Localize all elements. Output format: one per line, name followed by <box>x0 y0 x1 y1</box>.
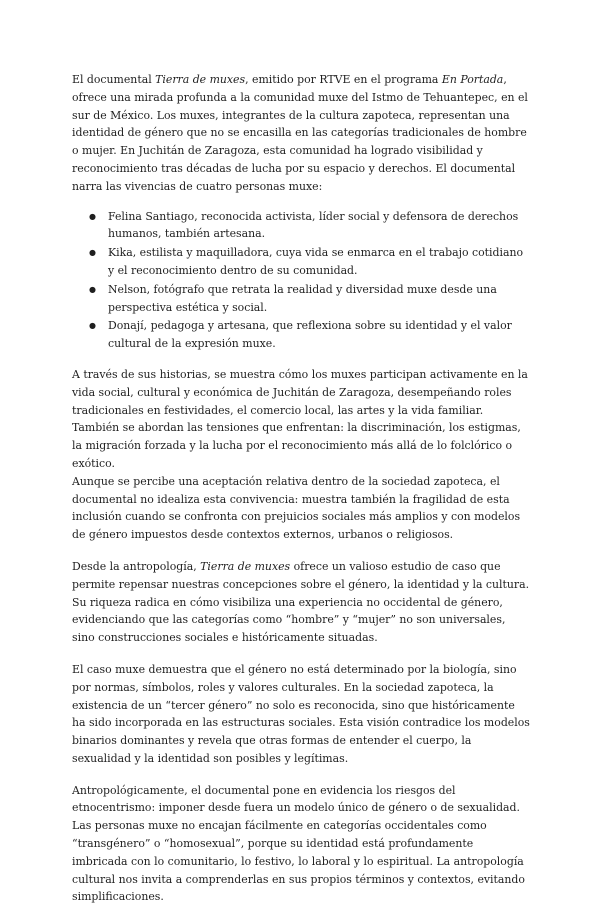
ethnocentrism-paragraph: Antropológicamente, el documental pone en evidencia los riesgos del etnocentrismo: imponer desde fuera un modelo único de género o de sexualidad. Las personas muxe no encajan fácilmente en categorías occidentales como “transgénero” o “homosexual”, porque su identidad está profundamente imbricada con lo comunitario, lo festivo, lo laboral y lo espiritual. La antropología cultural nos invita a comprenderlas en sus propios términos y contextos, evitando simplificaciones. <box>72 783 525 904</box>
case-paragraph: El caso muxe demuestra que el género no está determinado por la biología, sino por normas, símbolos, roles y valores culturales. En la sociedad zapoteca, la existencia de un “tercer género” no solo es reconocida, sino que históricamente ha sido incorporada en las estructuras sociales. Esta visión contradice los modelos binarios dominantes y revela que otras formas de entender el cuerpo, la sexualidad y la identidad son posibles y legítimas. <box>72 662 530 765</box>
list-item <box>72 281 530 317</box>
anthropology-text-1: Desde la antropología, <box>72 559 201 573</box>
anthropology-paragraph <box>72 558 530 647</box>
program-title: En Portada <box>441 73 504 86</box>
documentary-title: Tierra de muxes <box>155 73 246 86</box>
histories-paragraph: A través de sus historias, se muestra cómo los muxes participan activamente en la vida social, cultural y económica de Juchitán de Zaragoza, desempeñando roles tradicionales en festividades, el comercio local, las artes y la vida familiar. También se abordan las tensiones que enfrentan: la discriminación, los estigmas, la migración forzada y la lucha por el reconocimiento más allá de lo folclórico o exótico. <box>72 367 528 470</box>
intro-paragraph <box>72 71 530 196</box>
list-item-text: Donají, pedagoga y artesana, que reflexiona sobre su identidad y el valor cultural de la expresión muxe. <box>108 319 512 351</box>
bullet-icon: ● <box>89 248 96 258</box>
anthropology-text-2: ofrece un valioso estudio de caso que permite repensar nuestras concepciones sobre el género, la identidad y la cultura. Su riqueza radica en cómo visibiliza una experiencia no occidental de género, evidenciando que las categorías como “hombre” y “mujer” no son universales, sino construcciones sociales e históricamente situadas. <box>72 559 530 645</box>
acceptance-paragraph: Aunque se percibe una aceptación relativa dentro de la sociedad zapoteca, el documental no idealiza esta convivencia: muestra también la fragilidad de esta inclusión cuando se confronta con prejuicios sociales más amplios y con modelos de género impuestos desde contextos externos, urbanos o religiosos. <box>72 474 521 542</box>
list-item-text: Kika, estilista y maquilladora, cuya vida se enmarca en el trabajo cotidiano y el reconocimiento dentro de su comunidad. <box>108 246 524 277</box>
list-item-text: Felina Santiago, reconocida activista, líder social y defensora de derechos humanos, también artesana. <box>108 209 519 241</box>
bullet-icon: ● <box>89 211 96 221</box>
list-item <box>72 244 530 280</box>
intro-text-2: , emitido por RTVE en el programa <box>245 73 442 86</box>
list-item-text: Nelson, fotógrafo que retrata la realidad y diversidad muxe desde una perspectiva estética y social. <box>108 282 497 314</box>
people-list <box>72 208 530 353</box>
intro-text-3: , ofrece una mirada profunda a la comunidad muxe del Istmo de Tehuantepec, en el sur de México. Los muxes, integrantes de la cultura zapoteca, representan una identidad de género que no se encasilla en las categorías tradicionales de hombre o mujer. En Juchitán de Zaragoza, esta comunidad ha logrado visibilidad y reconocimiento tras décadas de lucha por su espacio y derechos. El documental narra las vivencias de cuatro personas muxe: <box>72 73 528 193</box>
list-item <box>72 317 530 353</box>
bullet-icon: ● <box>89 321 96 331</box>
list-item <box>72 208 530 244</box>
intro-text-1: El documental <box>72 73 156 86</box>
documentary-title: Tierra de muxes <box>200 559 291 573</box>
bullet-icon: ● <box>89 284 96 294</box>
